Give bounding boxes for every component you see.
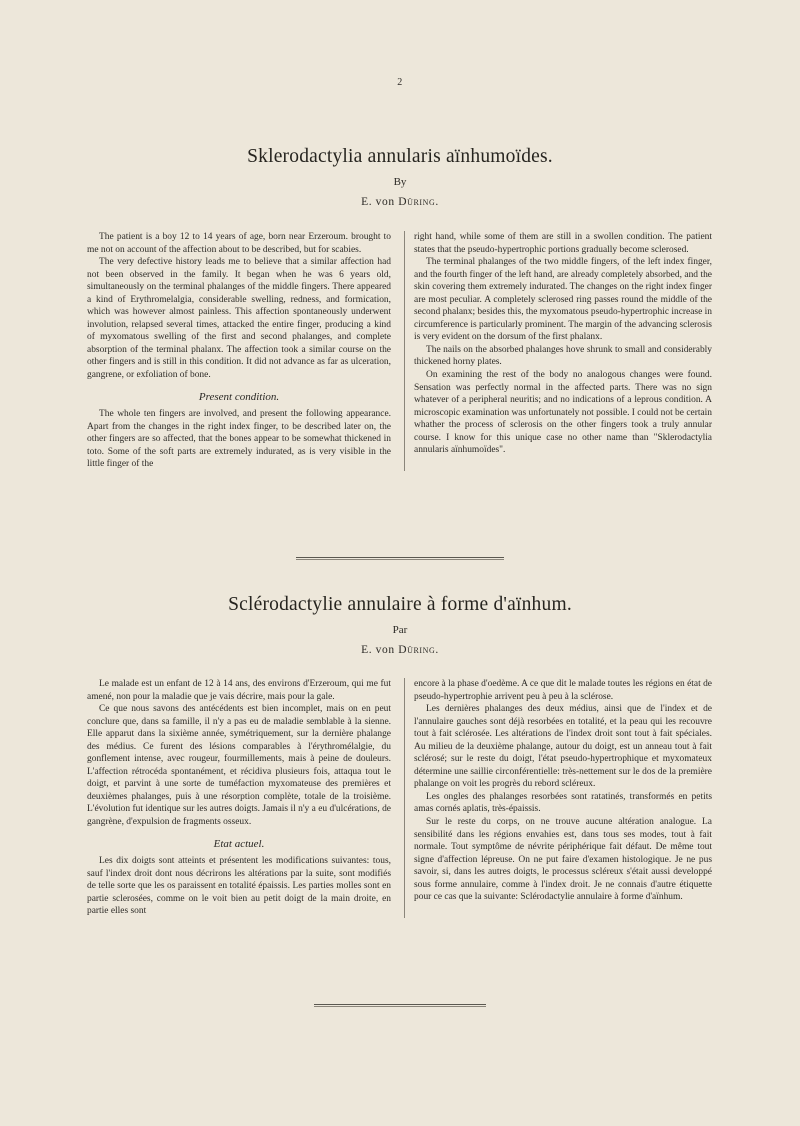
english-title: Sklerodactylia annularis aïnhumoïdes. — [247, 146, 553, 167]
french-right-column — [404, 678, 712, 918]
french-paragraph: Les dernières phalanges des deux médius, ainsi que de l'index et de l'annulaire gauches sont déjà resorbées en totalité, et la peau qui les recouvre tout à fait sclérosée. Les altérations de l'index droit sont tout à fait spéciales. Au milieu de la deuxième phalange, autour du doigt, est un anneau tout à fait sclérosé; sur le reste du doigt, l'état pseudo-hypertrophique et myxomateux détermine une saillie circonférentielle: très-nettement sur le dos de la première phalange on voit les progrès du rebord scléreux. — [414, 704, 712, 790]
french-paragraph: Ce que nous savons des antécédents est bien incomplet, mais on en peut conclure que, dans sa famille, il n'y a pas eu de maladie semblable à la sienne. Elle apparut dans la sixième année, symétriquement, sur la dernière phalange des médius. Ce furent des lésions comparables à l'érythromélalgie, du gonflement intense, avec rougeur, fourmillements, mais à peine de douleurs. L'affection rétrocéda spontanément, et récidiva plusieurs fois, attaqua tout le doigt, et parvint à une sorte de tuméfaction myxomateuse des premières et deuxièmes phalanges, puis à une résorption complète, totale de la troisième. L'évolution fut identique sur les autres doigts. Jamais il n'y a eu d'ulcérations, de gangrène, d'expulsion de fragments osseux. — [87, 704, 391, 828]
english-author — [0, 196, 800, 208]
page-number: 2 — [397, 77, 403, 88]
english-paragraph: The nails on the absorbed phalanges hove shrunk to small and considerably thickened horny plates. — [414, 344, 712, 368]
end-divider — [314, 1004, 486, 1007]
english-paragraph: The very defective history leads me to believe that a similar affection had not been observed in the family. It began when he was 6 years old, simultaneously on the terminal phalanges of the middle fingers. There appeared a kind of Erythromelalgia, considerable swelling, redness, and formication, which was however almost painless. This affection spontaneously underwent involution, relapsed several times, attacked the entire finger, producing a kind of myxomatous swelling of the first and second phalanges, and complete absorption of the terminal phalanx. The affection took a similar course on the other fingers and is still in this condition. It did not advance as far as ulceration, gangrene, or exfoliation of bone. — [87, 257, 391, 381]
english-paragraph: The patient is a boy 12 to 14 years of age, born near Erzeroum. brought to me not on account of the affection about to be described, but for scabies. — [87, 232, 391, 255]
french-author-name: Düring. — [398, 644, 439, 656]
section-divider — [296, 557, 504, 560]
english-author-initial: E. von — [361, 196, 395, 208]
english-paragraph: The terminal phalanges of the two middle fingers, of the left index finger, and the fourth finger of the left hand, are already completely absorbed, and the skin covering them extremely indurated. The changes on the right index finger are most peculiar. A completely sclerosed ring passes round the middle of the second phalanx; besides this, the myxomatous pseudo-hypertrophic increase in circumference is particularly prominent. The margin of the advancing sclerosis is very evident on the dorsum of the first phalanx. — [414, 257, 712, 343]
english-right-column — [404, 231, 712, 471]
english-paragraph: The whole ten fingers are involved, and present the following appearance. Apart from the changes in the right index finger, to be described later on, the other fingers are so affected, that the bones appear to be somewhat thickened in toto. Some of the soft parts are extremely indurated, as is very visible in the little finger of the — [87, 409, 391, 470]
english-section-heading: Present condition. — [198, 390, 280, 403]
french-columns — [87, 678, 712, 918]
english-author-name: Düring. — [398, 196, 439, 208]
english-paragraph: On examining the rest of the body no analogous changes were found. Sensation was perfectly normal in the affected parts. There was no sign whatever of a peripheral neuritis; and no indications of a leprous condition. A microscopic examination was unfortunately not possible. I could not be certain whather the process of sclerosis on the other fingers took a truly annular course. I know for this unique case no other name than "Sklerodactylia annularis aïnhumoïdes". — [414, 370, 712, 456]
french-paragraph: encore à la phase d'oedème. A ce que dit le malade toutes les régions en état de pseudo-hypertrophie arrivent peu à peu à la sclérose. — [414, 679, 712, 702]
french-paragraph: Le malade est un enfant de 12 à 14 ans, des environs d'Erzeroum, qui me fut amené, non pour la maladie que je vais décrire, mais pour la gale. — [87, 679, 391, 702]
english-columns — [87, 231, 712, 471]
english-by: By — [393, 176, 407, 188]
french-paragraph: Les dix doigts sont atteints et présentent les modifications suivantes: tous, sauf l'index droit dont nous décrirons les altérations par la suite, sont modifiés de telle sorte que les os paraissent en totalité épaissis. Les parties molles sont en partie sclerosées, comme on le voit bien au petit doigt de la main droite, en partie elles sont — [87, 856, 391, 917]
english-paragraph: right hand, while some of them are still in a swollen condition. The patient states that the pseudo-hypertrophic portions gradually become sclerosed. — [414, 232, 712, 255]
french-section-heading: Etat actuel. — [213, 837, 265, 850]
french-author — [0, 644, 800, 656]
french-by: Par — [392, 624, 408, 636]
french-left-column — [87, 678, 395, 918]
french-paragraph: Sur le reste du corps, on ne trouve aucune altération analogue. La sensibilité dans les régions envahies est, dans tous ses modes, tout à fait normale. Tout symptôme de névrite périphérique fait défaut. De même tout signe d'affection lépreuse. On ne put faire d'examen histologique. Je ne pus savoir, si, dans les autres doigts, le processus scléreux s'était aussi developpé sous forme annulaire, comme à l'index droit. Je ne connais d'autre étiquette pour ce cas que la suivante: Sclérodactylie annulaire à forme d'aïnhum. — [414, 817, 712, 903]
french-title: Sclérodactylie annulaire à forme d'aïnhum. — [228, 594, 572, 615]
english-left-column — [87, 231, 395, 471]
french-paragraph: Les ongles des phalanges resorbées sont ratatinés, transformés en petits amas cornés aplatis, très-épaissis. — [414, 791, 712, 815]
french-author-initial: E. von — [361, 644, 395, 656]
